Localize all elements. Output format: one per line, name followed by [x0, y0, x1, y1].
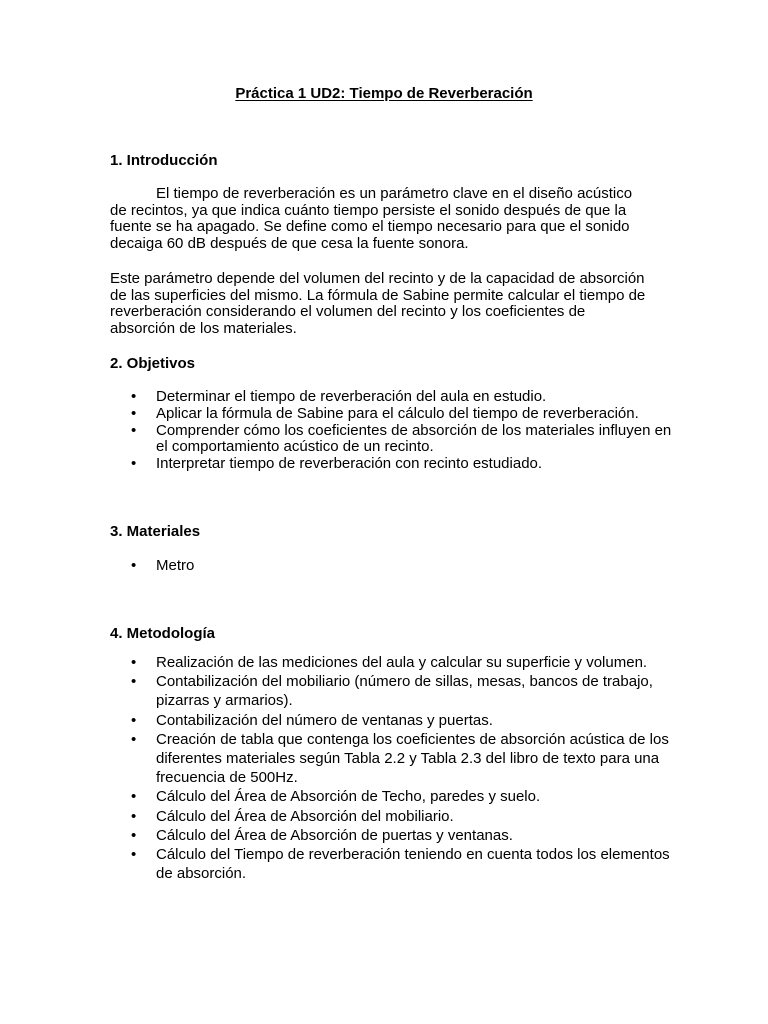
bullet-icon: •: [131, 730, 137, 748]
bullet-icon: •: [131, 654, 137, 671]
intro-paragraph-2: Este parámetro depende del volumen del recinto y de la capacidad de absorción de las superficies del mismo. La fórmula de Sabine permite calcular el tiempo de reverberación considerando el volumen del recinto y los coeficientes de absorción de los materiales.: [110, 270, 646, 338]
list-item: [110, 423, 680, 457]
section-heading-materiales: 3. Materiales: [110, 523, 201, 540]
list-item-text: Metro: [156, 557, 195, 574]
list-item: [110, 845, 680, 883]
list-item-text: Creación de tabla que contenga los coeficientes de absorción acústica de los diferentes materiales según Tabla 2.2 y Tabla 2.3 del libro de texto para una frecuencia de 500Hz.: [156, 730, 669, 787]
list-item: [110, 406, 680, 423]
bullet-icon: •: [131, 404, 137, 422]
list-item: [110, 826, 680, 845]
list-item: [110, 730, 680, 788]
bullet-icon: •: [131, 455, 137, 473]
list-item: [110, 456, 680, 473]
list-item: [110, 711, 680, 730]
list-item-text: Cálculo del Área de Absorción de Techo, paredes y suelo.: [156, 788, 541, 806]
intro-paragraph-1-text: El tiempo de reverberación es un parámetro clave en el diseño acústico de recintos, ya que indica cuánto tiempo persiste el sonido después de que la fuente se ha apagado. Se define como el tiempo necesario para que el sonido decaiga 60 dB después de que cesa la fuente sonora.: [110, 185, 633, 253]
list-item: [110, 389, 680, 406]
section-heading-objetivos: 2. Objetivos: [110, 355, 196, 372]
bullet-icon: •: [131, 557, 137, 574]
list-item-text: Determinar el tiempo de reverberación del aula en estudio.: [156, 388, 547, 405]
list-item: [110, 807, 680, 826]
list-item-text: Aplicar la fórmula de Sabine para el cálculo del tiempo de reverberación.: [156, 404, 639, 422]
section-heading-introduccion: 1. Introducción: [110, 152, 218, 169]
list-item-text: Interpretar tiempo de reverberación con recinto estudiado.: [156, 455, 543, 473]
list-item-text: Cálculo del Tiempo de reverberación teniendo en cuenta todos los elementos de absorción.: [156, 846, 670, 883]
list-item: [110, 672, 680, 710]
bullet-icon: •: [131, 788, 137, 806]
bullet-icon: •: [131, 807, 137, 825]
section-heading-metodologia: 4. Metodología: [110, 625, 215, 642]
list-item: [110, 653, 680, 672]
bullet-icon: •: [131, 846, 137, 864]
bullet-icon: •: [131, 826, 137, 844]
objetivos-list: [110, 389, 680, 473]
list-item: [110, 557, 680, 574]
list-item-text: Cálculo del Área de Absorción de puertas y ventanas.: [156, 826, 513, 844]
intro-paragraph-1: [110, 186, 650, 253]
list-item-text: Cálculo del Área de Absorción del mobiliario.: [156, 807, 454, 825]
list-item-text: Contabilización del mobiliario (número de sillas, mesas, bancos de trabajo, pizarras y armarios).: [156, 673, 653, 710]
document-title: Práctica 1 UD2: Tiempo de Reverberación: [235, 85, 533, 102]
list-item-text: Contabilización del número de ventanas y puertas.: [156, 711, 493, 729]
bullet-icon: •: [131, 673, 137, 691]
list-item-text: Comprender cómo los coeficientes de absorción de los materiales influyen en el comportamiento acústico de un recinto.: [156, 421, 672, 456]
bullet-icon: •: [131, 711, 137, 729]
materiales-list: [110, 557, 680, 574]
bullet-icon: •: [131, 421, 137, 439]
list-item: [110, 787, 680, 806]
list-item-text: Realización de las mediciones del aula y calcular su superficie y volumen.: [156, 654, 648, 671]
metodologia-list: [110, 653, 680, 883]
bullet-icon: •: [131, 388, 137, 405]
